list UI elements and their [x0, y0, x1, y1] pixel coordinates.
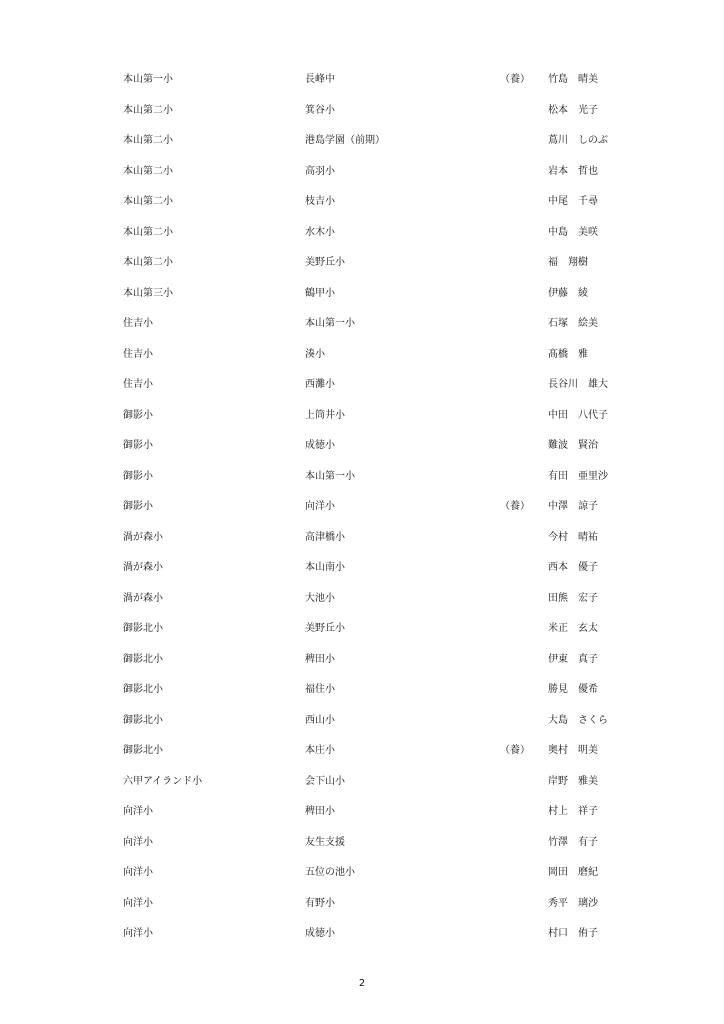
person-name: 伊東 真子 [548, 653, 598, 665]
to-school: 成徳小 [305, 928, 335, 939]
to-school: 長峰中 [305, 74, 335, 85]
person-name: 中尾 千尋 [548, 196, 598, 207]
to-school: 友生支援 [305, 836, 345, 848]
person-name: 村口 侑子 [548, 928, 598, 939]
to-school: 有野小 [305, 897, 335, 909]
from-school: 向洋小 [123, 867, 153, 878]
list-row [0, 863, 724, 894]
person-name: 髙橋 雅 [548, 348, 588, 360]
to-school: 五位の池小 [305, 867, 355, 878]
list-row [0, 497, 724, 528]
to-school: 高津橋小 [305, 531, 345, 543]
person-name: 竹島 晴美 [548, 74, 598, 85]
to-school: 稗田小 [305, 653, 335, 665]
from-school: 御影北小 [123, 653, 163, 665]
from-school: 本山第二小 [123, 226, 173, 238]
from-school: 御影小 [123, 470, 153, 482]
person-name: 伊藤 綾 [548, 287, 588, 299]
list-row [0, 650, 724, 681]
from-school: 本山第二小 [123, 196, 173, 207]
list-row [0, 772, 724, 803]
list-row [0, 833, 724, 864]
from-school: 本山第三小 [123, 287, 173, 299]
from-school: 本山第二小 [123, 104, 173, 116]
from-school: 渦が森小 [123, 531, 163, 543]
list-row [0, 619, 724, 650]
to-school: 高羽小 [305, 165, 335, 177]
person-name: 難波 賢治 [548, 440, 598, 451]
to-school: 本庄小 [305, 745, 335, 756]
person-name: 中島 美咲 [548, 226, 598, 238]
to-school: 西山小 [305, 714, 335, 726]
to-school: 大池小 [305, 592, 335, 604]
to-school: 本山第一小 [305, 470, 355, 482]
person-name: 岡田 磨紀 [548, 867, 598, 878]
person-name: 蔦川 しのぶ [548, 135, 608, 146]
list-row [0, 711, 724, 742]
to-school: 枝吉小 [305, 196, 335, 207]
list-row [0, 284, 724, 315]
person-name: 岸野 雅美 [548, 775, 598, 787]
from-school: 住吉小 [123, 318, 153, 329]
from-school: 御影北小 [123, 623, 163, 634]
person-name: 勝見 優希 [548, 684, 598, 695]
person-name: 秀平 璃沙 [548, 897, 598, 909]
from-school: 御影北小 [123, 745, 163, 756]
list-row [0, 680, 724, 711]
to-school: 稗田小 [305, 806, 335, 817]
person-name: 奥村 明美 [548, 745, 598, 756]
from-school: 本山第二小 [123, 135, 173, 146]
from-school: 御影小 [123, 440, 153, 451]
from-school: 本山第二小 [123, 257, 173, 268]
from-school: 御影小 [123, 409, 153, 421]
person-name: 有田 亜里沙 [548, 470, 608, 482]
list-row [0, 345, 724, 376]
list-row [0, 101, 724, 132]
person-name: 米正 玄太 [548, 623, 598, 634]
list-row [0, 406, 724, 437]
role-note: （養） [500, 74, 530, 85]
from-school: 向洋小 [123, 928, 153, 939]
list-row [0, 70, 724, 101]
from-school: 住吉小 [123, 379, 153, 390]
from-school: 本山第一小 [123, 74, 173, 85]
from-school: 六甲アイランド小 [123, 775, 203, 787]
to-school: 福住小 [305, 684, 335, 695]
list-row [0, 253, 724, 284]
from-school: 向洋小 [123, 836, 153, 848]
to-school: 本山南小 [305, 562, 345, 573]
to-school: 港島学園（前期） [305, 135, 385, 146]
list-row [0, 558, 724, 589]
to-school: 箕谷小 [305, 104, 335, 116]
to-school: 美野丘小 [305, 623, 345, 634]
person-name: 福 翔樹 [548, 257, 588, 268]
from-school: 渦が森小 [123, 592, 163, 604]
from-school: 御影北小 [123, 714, 163, 726]
to-school: 湊小 [305, 348, 325, 360]
to-school: 成徳小 [305, 440, 335, 451]
from-school: 本山第二小 [123, 165, 173, 177]
from-school: 住吉小 [123, 348, 153, 360]
to-school: 水木小 [305, 226, 335, 238]
person-name: 中澤 諒子 [548, 501, 598, 512]
person-name: 石塚 絵美 [548, 318, 598, 329]
from-school: 渦が森小 [123, 562, 163, 573]
list-row [0, 223, 724, 254]
from-school: 御影小 [123, 501, 153, 512]
page-number: 2 [358, 978, 366, 989]
list-row [0, 436, 724, 467]
list-row [0, 192, 724, 223]
list-row [0, 162, 724, 193]
to-school: 会下山小 [305, 775, 345, 787]
list-row [0, 314, 724, 345]
person-name: 西本 優子 [548, 562, 598, 573]
from-school: 御影北小 [123, 684, 163, 695]
person-name: 村上 祥子 [548, 806, 598, 817]
list-row [0, 589, 724, 620]
person-name: 中田 八代子 [548, 409, 608, 421]
person-name: 今村 晴祐 [548, 531, 598, 543]
role-note: （養） [500, 501, 530, 512]
transfer-list [0, 70, 724, 955]
list-row [0, 467, 724, 498]
list-row [0, 924, 724, 955]
person-name: 長谷川 雄大 [548, 379, 608, 390]
list-row [0, 741, 724, 772]
list-row [0, 802, 724, 833]
from-school: 向洋小 [123, 806, 153, 817]
list-row [0, 375, 724, 406]
to-school: 西灘小 [305, 379, 335, 390]
person-name: 松本 光子 [548, 104, 598, 116]
to-school: 向洋小 [305, 501, 335, 512]
list-row [0, 528, 724, 559]
to-school: 鶴甲小 [305, 287, 335, 299]
role-note: （養） [500, 745, 530, 756]
list-row [0, 131, 724, 162]
to-school: 上筒井小 [305, 409, 345, 421]
person-name: 岩本 哲也 [548, 165, 598, 177]
from-school: 向洋小 [123, 897, 153, 909]
to-school: 本山第一小 [305, 318, 355, 329]
list-row [0, 894, 724, 925]
person-name: 田熊 宏子 [548, 592, 598, 604]
person-name: 竹澤 有子 [548, 836, 598, 848]
person-name: 大島 さくら [548, 714, 608, 726]
to-school: 美野丘小 [305, 257, 345, 268]
